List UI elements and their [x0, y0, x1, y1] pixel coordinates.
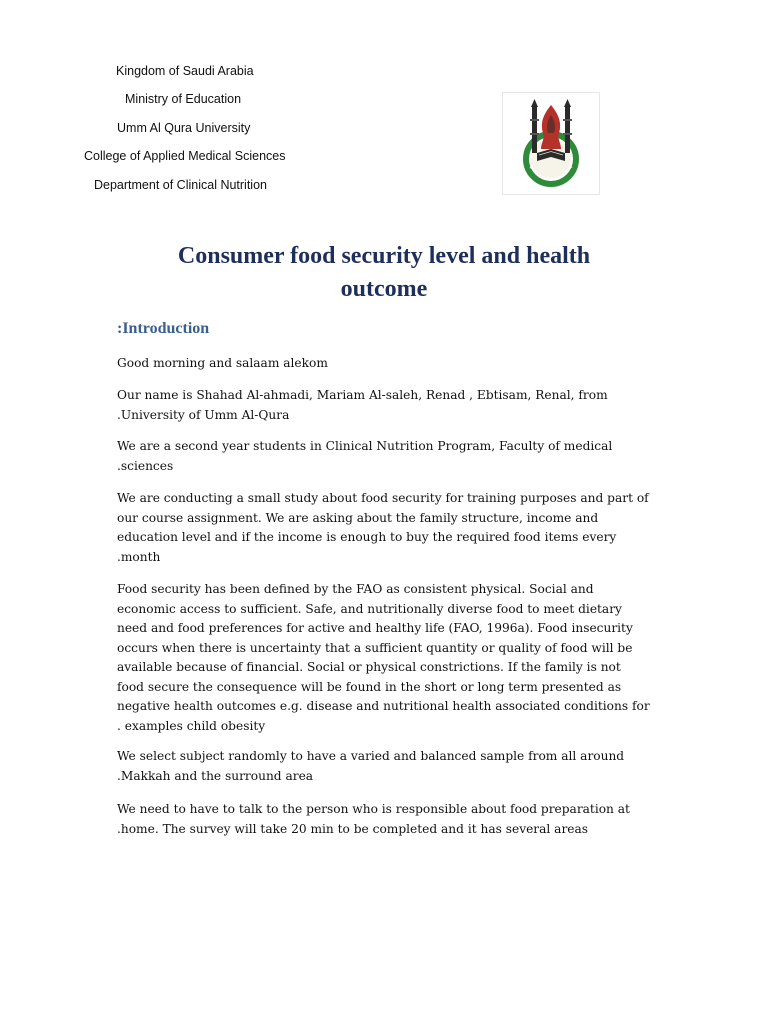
paragraph-study: [117, 489, 652, 567]
paragraph-line: Good morning and salaam alekom: [117, 356, 328, 370]
university-emblem-icon: [503, 93, 599, 194]
header-college: College of Applied Medical Sciences: [84, 149, 286, 163]
title-line-2: outcome: [340, 276, 428, 302]
paragraph-line: .month: [117, 549, 161, 564]
paragraph-names: [117, 386, 652, 425]
header-department: Department of Clinical Nutrition: [94, 178, 267, 192]
paragraph-line: We select subject randomly to have a varied and balanced sample from all around: [117, 749, 625, 763]
paragraph-greeting: [117, 354, 652, 374]
paragraph-line: available because of financial. Social or physical constrictions. If the family is not: [117, 660, 621, 674]
paragraph-line: negative health outcomes e.g. disease and nutritional health associated conditions for: [117, 699, 650, 713]
header-university: Umm Al Qura University: [117, 121, 251, 135]
paragraph-line: Food security has been defined by the FAO as consistent physical. Social and: [117, 582, 594, 596]
section-heading-introduction: :Introduction: [117, 320, 210, 337]
paragraph-line: We are conducting a small study about food security for training purposes and part of: [117, 491, 649, 505]
university-logo: [502, 92, 600, 195]
paragraph-line: .sciences: [117, 458, 174, 473]
paragraph-line: economic access to sufficient. Safe, and nutritionally diverse food to meet dietary: [117, 601, 622, 616]
paragraph-line: We need to have to talk to the person who is responsible about food preparation at: [117, 802, 630, 816]
paragraph-line: .home. The survey will take 20 min to be completed and it has several areas: [117, 821, 588, 836]
paragraph-survey: [117, 800, 652, 839]
page-title: [100, 240, 668, 306]
paragraph-line: .University of Umm Al-Qura: [117, 407, 290, 422]
header-kingdom: Kingdom of Saudi Arabia: [116, 64, 254, 78]
header-ministry: Ministry of Education: [125, 92, 242, 106]
paragraph-line: Our name is Shahad Al-ahmadi, Mariam Al-saleh, Renad , Ebtisam, Renal, from: [117, 388, 608, 402]
paragraph-line: education level and if the income is enough to buy the required food items every: [117, 530, 617, 544]
paragraph-sampling: [117, 747, 652, 786]
paragraph-line: . examples child obesity: [117, 718, 266, 733]
paragraph-program: [117, 437, 652, 476]
paragraph-line: food secure the consequence will be found in the short or long term presented as: [117, 679, 622, 694]
paragraph-food-security: [117, 580, 652, 736]
paragraph-line: .Makkah and the surround area: [117, 768, 314, 783]
paragraph-line: need and food preferences for active and healthy life (FAO, 1996a). Food insecurity: [117, 621, 633, 635]
paragraph-line: occurs when there is uncertainty that a sufficient quantity or quality of food will be: [117, 640, 633, 655]
paragraph-line: our course assignment. We are asking about the family structure, income and: [117, 510, 599, 525]
paragraph-line: We are a second year students in Clinical Nutrition Program, Faculty of medical: [117, 439, 613, 453]
title-line-1: Consumer food security level and health: [177, 243, 591, 269]
